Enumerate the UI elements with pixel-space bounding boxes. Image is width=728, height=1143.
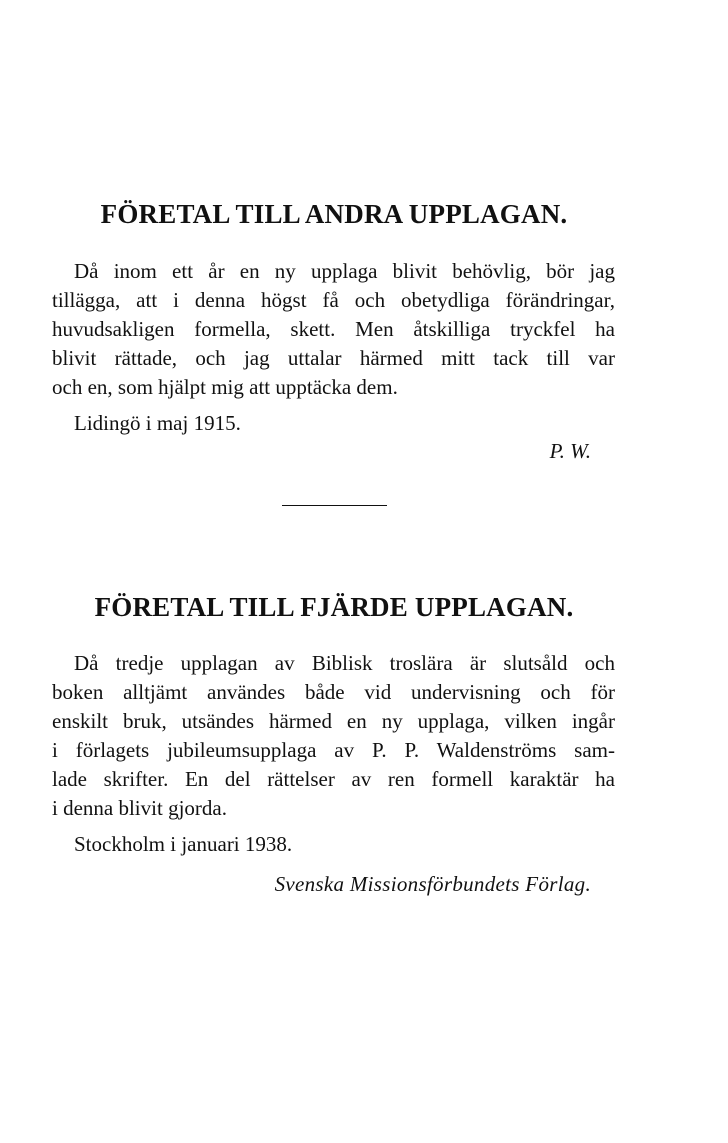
preface-fourth-edition-line: boken alltjämt användes både vid undervisning och för <box>52 680 615 704</box>
preface-second-edition-signature: P. W. <box>549 439 591 463</box>
preface-second-edition-line: tillägga, att i denna högst få och obetydliga förändringar, <box>52 288 615 312</box>
section-divider <box>282 505 387 506</box>
preface-fourth-edition-line: i denna blivit gjorda. <box>52 796 227 820</box>
preface-fourth-edition-signature: Svenska Missionsförbundets Förlag. <box>274 872 591 896</box>
preface-fourth-edition-line: enskilt bruk, utsändes härmed en ny upplaga, vilken ingår <box>52 709 615 733</box>
preface-fourth-edition-title: FÖRETAL TILL FJÄRDE UPPLAGAN. <box>94 592 574 622</box>
preface-fourth-edition-line: i förlagets jubileumsupplaga av P. P. Waldenströms sam- <box>52 738 615 762</box>
preface-second-edition-line: och en, som hjälpt mig att upptäcka dem. <box>52 375 398 399</box>
preface-second-edition-line: Då inom ett år en ny upplaga blivit behövlig, bör jag <box>74 259 615 283</box>
preface-fourth-edition-line: lade skrifter. En del rättelser av ren formell karaktär ha <box>52 767 615 791</box>
preface-second-edition-place-date: Lidingö i maj 1915. <box>74 411 241 435</box>
preface-second-edition-title: FÖRETAL TILL ANDRA UPPLAGAN. <box>100 199 568 229</box>
preface-second-edition-line: huvudsakligen formella, skett. Men åtskilliga tryckfel ha <box>52 317 615 341</box>
preface-second-edition-line: blivit rättade, och jag uttalar härmed mitt tack till var <box>52 346 615 370</box>
preface-fourth-edition-place-date: Stockholm i januari 1938. <box>74 832 293 856</box>
preface-fourth-edition-line: Då tredje upplagan av Biblisk troslära är slutsåld och <box>74 651 615 675</box>
